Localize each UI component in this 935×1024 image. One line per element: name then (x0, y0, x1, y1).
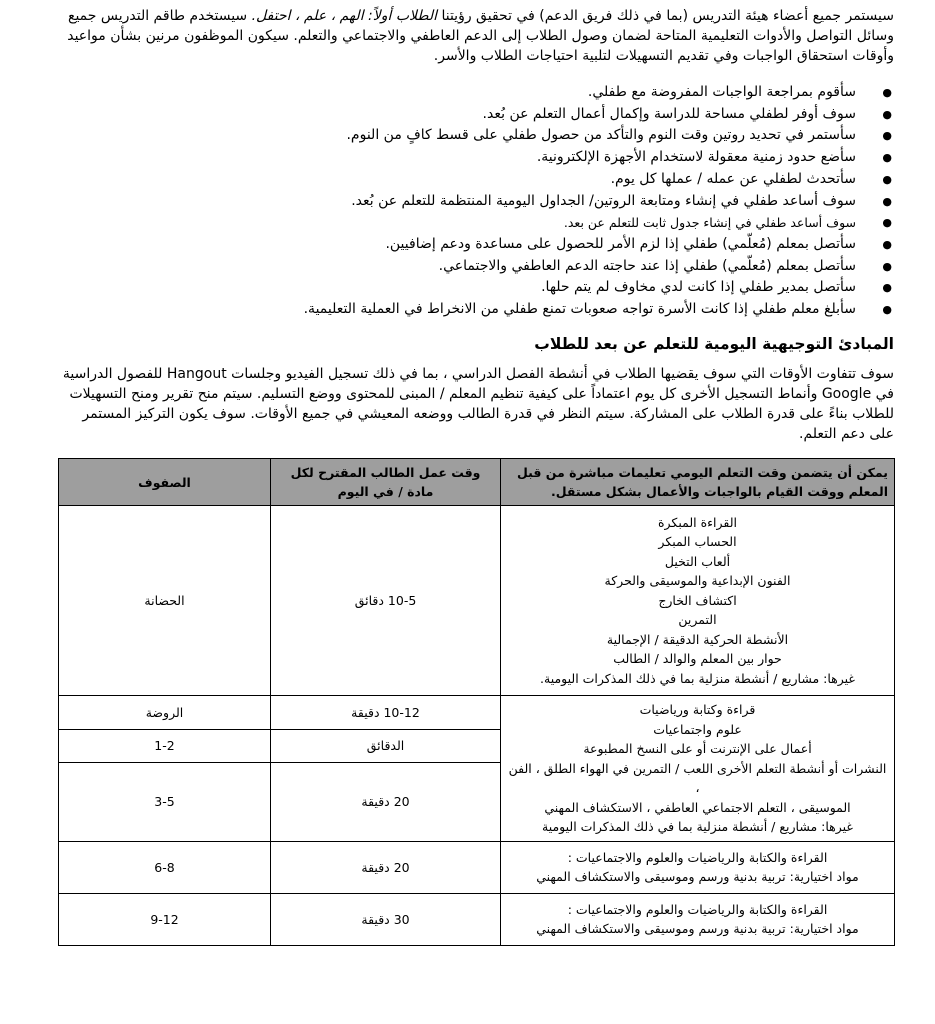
activity-line: ألعاب التخيل (664, 553, 731, 569)
activity-line: اكتشاف الخارج (658, 592, 737, 608)
learning-schedule-table (58, 458, 895, 946)
header-suggested-time: وقت عمل الطالب المقترح لكل مادة / في اليوم (271, 459, 501, 506)
vision-motto: الطلاب أولاً: الهم ، علم ، احتفل. (251, 8, 438, 24)
grades-6-8-content-cell (501, 841, 895, 893)
table-row (59, 893, 895, 945)
kindergarten-time-cell: 10-12 دقيقة (271, 696, 501, 730)
guidelines-paragraph: سوف تتفاوت الأوقات التي سوف يقضيها الطلاب في أنشطة الفصل الدراسي ، بما في ذلك تسجيل الفيديو وجلسات Hangout للفصول الدراسية في Google وأنماط التسجيل الأخرى كل يوم اعتماداً على كيفية تنظيم المعلم / المبنى للمحتوى ووضع التسليم. سيتم منح تقرير ومنح التسهيلات للطلاب بناءً على قدرة الطلاب على المشاركة. سيتم النظر في قدرة الطالب ووضعه المعيشي في جميع الأوقات. سوف يكون التركيز المستمر على دعم التعلم. (62, 365, 894, 442)
list-item: ● سوف أوفر لطفلي مساحة للدراسة وإكمال أعمال التعلم عن بُعد. (58, 104, 856, 126)
grades-9-12-content-cell (501, 893, 895, 945)
header-grades: الصفوف (59, 459, 271, 506)
document-page (58, 0, 894, 936)
activity-line: الموسيقى ، التعلم الاجتماعي العاطفي ، الاستكشاف المهني (544, 799, 851, 815)
nursery-content-cell (501, 506, 895, 696)
activity-line: غيرها: مشاريع / أنشطة منزلية بما في ذلك المذكرات اليومية. (540, 670, 855, 686)
header-learning-content: يمكن أن يتضمن وقت التعلم اليومي تعليمات مباشرة من قبل المعلم ووقت القيام بالواجبات والأعمال بشكل مستقل. (501, 459, 895, 506)
grades-6-8-grade-cell: 6-8 (59, 841, 271, 893)
nursery-grade-cell: الحضانة (59, 506, 271, 696)
activity-line: الأنشطة الحركية الدقيقة / الإجمالية (606, 631, 789, 647)
intro-text-end: سيستخدم طاقم التدريس جميع وسائل التواصل والأدوات التعليمية المتاحة لضمان وصول الطلاب إلى الدعم العاطفي والاجتماعي والتعلم. سيكون الموظفون مرنين بشأن مواعيد وأوقات استحقاق الواجبات وفي تقديم التسهيلات لتلبية احتياجات الطلاب والأسر. (67, 8, 894, 64)
activity-line: قراءة وكتابة ورياضيات (639, 702, 756, 717)
table-row (59, 696, 895, 730)
list-item: ● سأستمر في تحديد روتين وقت النوم والتأكد من حصول طفلي على قسط كافٍ من النوم. (58, 125, 856, 147)
intro-text-start: سيستمر جميع أعضاء هيئة التدريس (بما في ذلك فريق الدعم) في تحقيق رؤيتنا (437, 8, 894, 24)
parent-commitments-list (58, 82, 894, 321)
activity-line: القراءة المبكرة (657, 514, 737, 530)
activity-line: مواد اختيارية: تربية بدنية ورسم وموسيقى والاستكشاف المهني (536, 869, 859, 884)
activity-line: مواد اختيارية: تربية بدنية ورسم وموسيقى والاستكشاف المهني (536, 921, 859, 936)
list-item: ● سأتصل بمعلم (مُعلّمي) طفلي إذا لزم الأمر للحصول على مساعدة ودعم إضافيين. (58, 234, 856, 256)
table-header-row (59, 459, 895, 506)
k5-content-cell (501, 696, 895, 842)
list-item: ● سأتصل بمدير طفلي إذا كانت لدي مخاوف لم يتم حلها. (58, 277, 856, 299)
grades-1-2-time-cell: الدقائق (271, 729, 501, 763)
kindergarten-grade-cell: الروضة (59, 696, 271, 730)
grades-9-12-grade-cell: 9-12 (59, 893, 271, 945)
grades-6-8-time-cell: 20 دقيقة (271, 841, 501, 893)
activity-line: الفنون الإبداعية والموسيقى والحركة (604, 573, 791, 589)
grades-3-5-grade-cell: 3-5 (59, 763, 271, 841)
list-item: ● سأضع حدود زمنية معقولة لاستخدام الأجهزة الإلكترونية. (58, 147, 856, 169)
grades-3-5-time-cell: 20 دقيقة (271, 763, 501, 841)
intro-paragraph (58, 6, 894, 66)
activity-line: أعمال على الإنترنت أو على النسخ المطبوعة (583, 741, 812, 756)
list-item: ● سوف أساعد طفلي في إنشاء جدول ثابت للتعلم عن بعد. (58, 212, 856, 234)
activity-line: القراءة والكتابة والرياضيات والعلوم والاجتماعيات : (567, 901, 828, 917)
table-row (59, 841, 895, 893)
activity-line: القراءة والكتابة والرياضيات والعلوم والاجتماعيات : (567, 849, 828, 865)
list-item: ● سأقوم بمراجعة الواجبات المفروضة مع طفلي. (58, 82, 856, 104)
list-item: ● سأبلغ معلم طفلي إذا كانت الأسرة تواجه صعوبات تمنع طفلي من الانخراط في العملية التعليمية. (58, 299, 856, 321)
activity-line: الحساب المبكر (658, 534, 737, 550)
grades-9-12-time-cell: 30 دقيقة (271, 893, 501, 945)
activity-line: علوم واجتماعيات (653, 721, 742, 737)
section-heading: المبادئ التوجيهية اليومية للتعلم عن بعد للطلاب (534, 334, 894, 353)
activity-line: غيرها: مشاريع / أنشطة منزلية بما في ذلك المذكرات اليومية (542, 819, 853, 834)
nursery-time-cell: 10-5 دقائق (271, 506, 501, 696)
list-item: ● سأتحدث لطفلي عن عمله / عملها كل يوم. (58, 169, 856, 191)
grades-1-2-grade-cell: 1-2 (59, 729, 271, 763)
activity-line: النشرات أو أنشطة التعلم الأخرى اللعب / التمرين في الهواء الطلق ، الفن ، (508, 760, 887, 795)
list-item: ● سأتصل بمعلم (مُعلّمي) طفلي إذا عند حاجته الدعم العاطفي والاجتماعي. (58, 256, 856, 278)
table-row (59, 506, 895, 696)
list-item: ● سوف أساعد طفلي في إنشاء ومتابعة الروتين/ الجداول اليومية المنتظمة للتعلم عن بُعد. (58, 191, 856, 213)
activity-line: حوار بين المعلم والوالد / الطالب (613, 651, 782, 667)
activity-line: التمرين (678, 612, 717, 628)
